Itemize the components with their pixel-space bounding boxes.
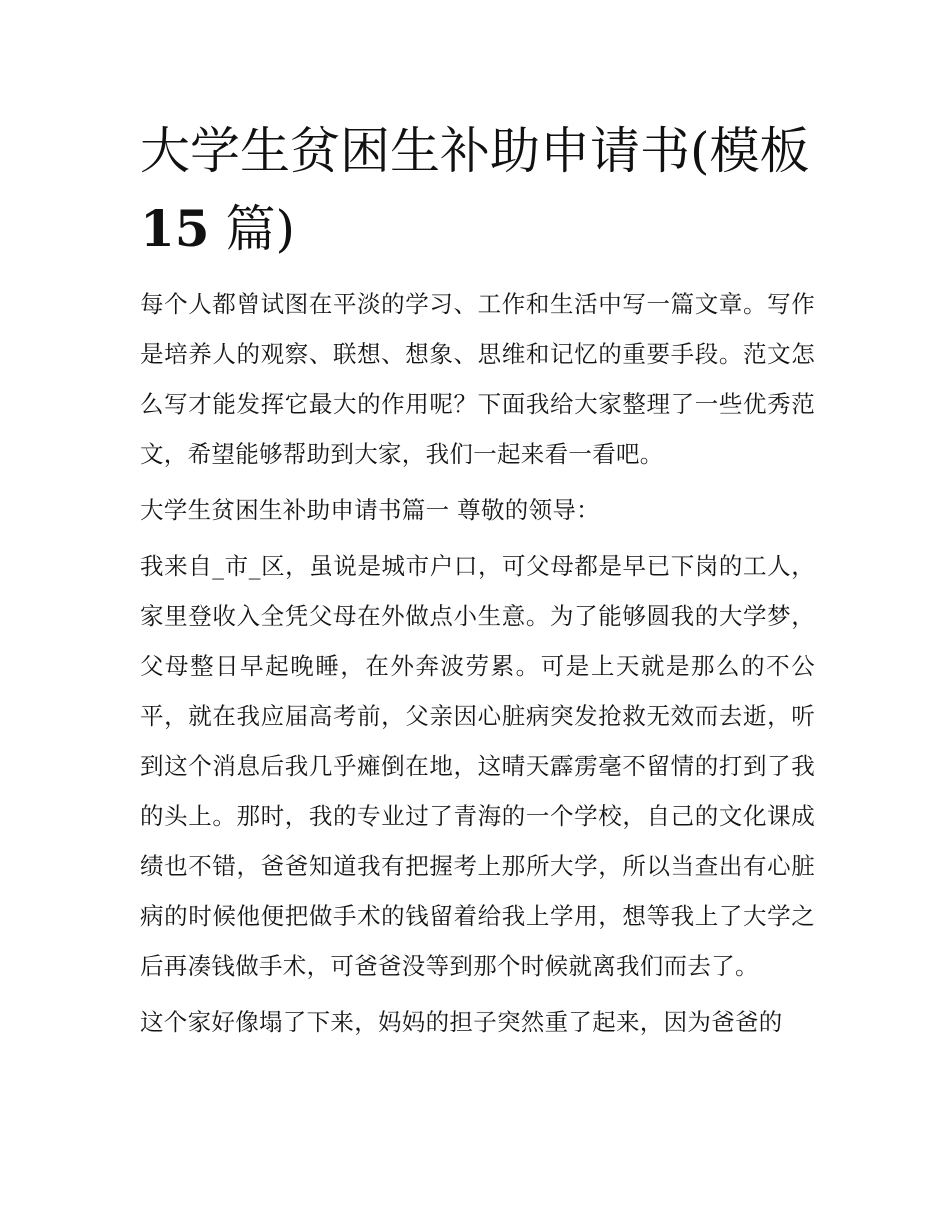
paragraph-continued: 这个家好像塌了下来，妈妈的担子突然重了起来，因为爸爸的: [140, 1008, 783, 1036]
document-title: [140, 112, 820, 268]
paragraph-body: 我来自_市_区，虽说是城市户口，可父母都是早已下岗的工人，家里登收入全凭父母在外做点小生意。为了能够圆我的大学梦，父母整日早起晚睡，在外奔波劳累。可是上天就是那么的不公平，就在我应届高考前，父亲因心脏病突发抢救无效而去逝，听到这个消息后我几乎瘫倒在地，这晴天霹雳毫不留情的打到了我的头上。那时，我的专业过了青海的一个学校，自己的文化课成绩也不错，爸爸知道我有把握考上那所大学，所以当查出有心脏病的时候他便把做手术的钱留着给我上学用，想等我上了大学之后再凑钱做手术，可爸爸没等到那个时候就离我们而去了。: [140, 552, 815, 980]
title-main: 大学生贫困生补助申请书(模板: [140, 122, 810, 180]
document-body: [140, 279, 815, 1053]
paragraph-intro: 每个人都曾试图在平淡的学习、工作和生活中写一篇文章。写作是培养人的观察、联想、想象、思维和记忆的重要手段。范文怎么写才能发挥它最大的作用呢？下面我给大家整理了一些优秀范文，希望能够帮助到大家，我们一起来看一看吧。: [140, 290, 815, 468]
title-end: 篇): [209, 200, 295, 258]
paragraph-heading: 大学生贫困生补助申请书篇一 尊敬的领导：: [140, 496, 600, 524]
title-number: 15: [140, 199, 210, 258]
